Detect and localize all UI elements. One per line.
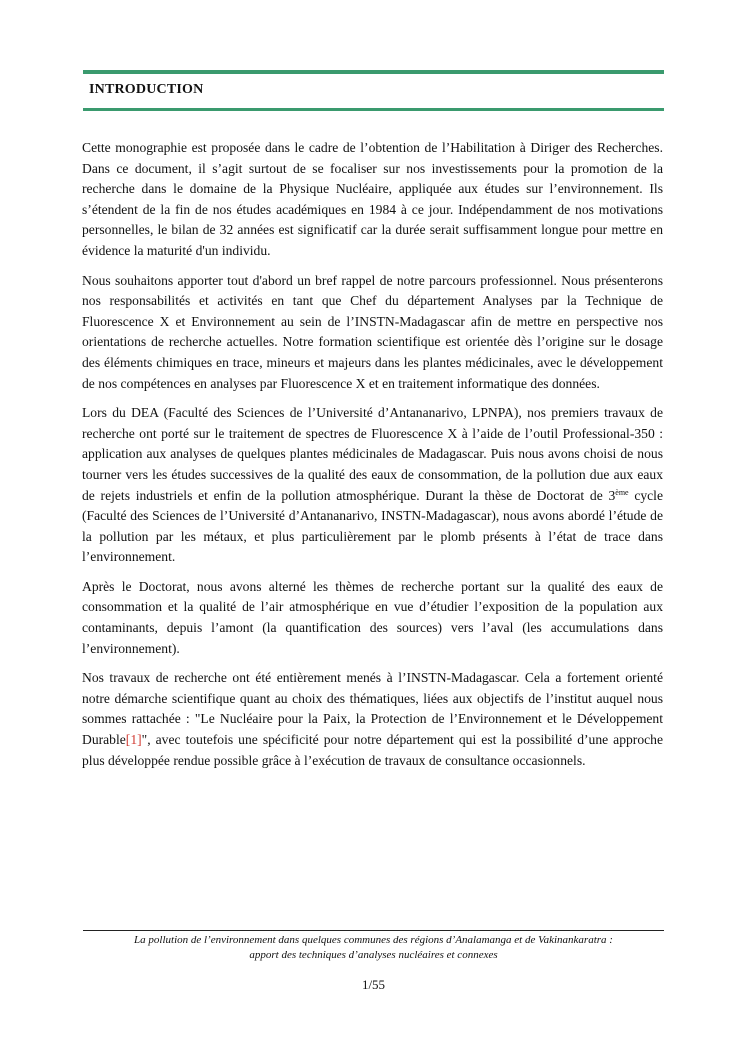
footer-line-1: La pollution de l’environnement dans quelques communes des régions d’Analamanga et de Vakinankaratra :	[134, 934, 613, 946]
body-text	[82, 138, 663, 780]
paragraph-1: Cette monographie est proposée dans le cadre de l’obtention de l’Habilitation à Diriger des Recherches. Dans ce document, il s’agit surtout de se focaliser sur nos investissements pour la promotion de la recherche dans le domaine de la Physique Nucléaire, appliquée aux études sur l’environnement. Ils s’étendent de la fin de nos études académiques en 1984 à ce jour. Indépendamment de nos motivations personnelles, le bilan de 32 années est significatif car la durée serait suffisamment longue pour mettre en évidence la maturité d'un individu.	[82, 140, 663, 258]
paragraph-5	[82, 668, 663, 771]
page-number: 1/55	[361, 977, 386, 992]
footer-rule	[83, 930, 664, 931]
superscript-eme: ème	[615, 487, 629, 497]
paragraph-5-text-b: ", avec toutefois une spécificité pour notre département qui est la possibilité d’une approche plus développée rendue possible grâce à l’exécution de travaux de consultance occasionnels.	[82, 732, 663, 768]
paragraph-3	[82, 403, 663, 568]
heading-top-rule	[83, 70, 664, 74]
paragraph-4: Après le Doctorat, nous avons alterné les thèmes de recherche portant sur la qualité des eaux de consommation et la qualité de l’air atmosphérique en vue d’étudier l’exposition de la population aux contaminants, depuis l’amont (la quantification des sources) vers l’aval (les accumulations dans l’environnement).	[82, 578, 663, 656]
section-heading: INTRODUCTION	[89, 82, 204, 97]
paragraph-2: Nous souhaitons apporter tout d'abord un bref rappel de notre parcours professionnel. Nous présenterons nos responsabilités et activités en tant que Chef du département Analyses par la Technique de Fluorescence X et Environnement au sein de l’INSTN-Madagascar afin de mettre en perspective nos orientations de recherche actuelles. Notre formation scientifique est orientée dès l’origine sur le dosage des éléments chimiques en trace, mineurs et majeurs dans les plantes médicinales, avec le développement de nos compétences en analyses par Fluorescence X et en traitement informatique des données.	[82, 272, 663, 391]
footer-line-2: apport des techniques d’analyses nucléaires et connexes	[249, 949, 498, 961]
heading-bottom-rule	[83, 108, 664, 111]
paragraph-5-text-a: Nos travaux de recherche ont été entièrement menés à l’INSTN-Madagascar. Cela a fortement orienté notre démarche scientifique quant au choix des thématiques, liées aux objectifs de l’institut auquel nous sommes rattachée : "Le Nucléaire pour la Paix, la Protection de l’Environnement et le Développement Durable	[82, 670, 663, 748]
paragraph-3-text-a: Lors du DEA (Faculté des Sciences de l’Université d’Antananarivo, LPNPA), nos premiers travaux de recherche ont porté sur le traitement de spectres de Fluorescence X à l’aide de l’outil Professional-350 : application aux analyses de quelques plantes médicinales de Madagascar. Puis nous avons choisi de nous tourner vers les études successives de la qualité des eaux de consommation, de la pollution due aux eaux de rejets industriels et enfin de la pollution atmosphérique. Durant la thèse de Doctorat de 3	[82, 405, 663, 503]
reference-link[interactable]: [1]	[125, 732, 142, 748]
paragraph-3-text-b: cycle (Faculté des Sciences de l’Université d’Antananarivo, INSTN-Madagascar), nous avons abordé l’étude de la pollution par les métaux, et plus particulièrement par le plomb présents à l’état de trace dans l’environnement.	[82, 487, 663, 565]
footer-note	[83, 933, 664, 963]
